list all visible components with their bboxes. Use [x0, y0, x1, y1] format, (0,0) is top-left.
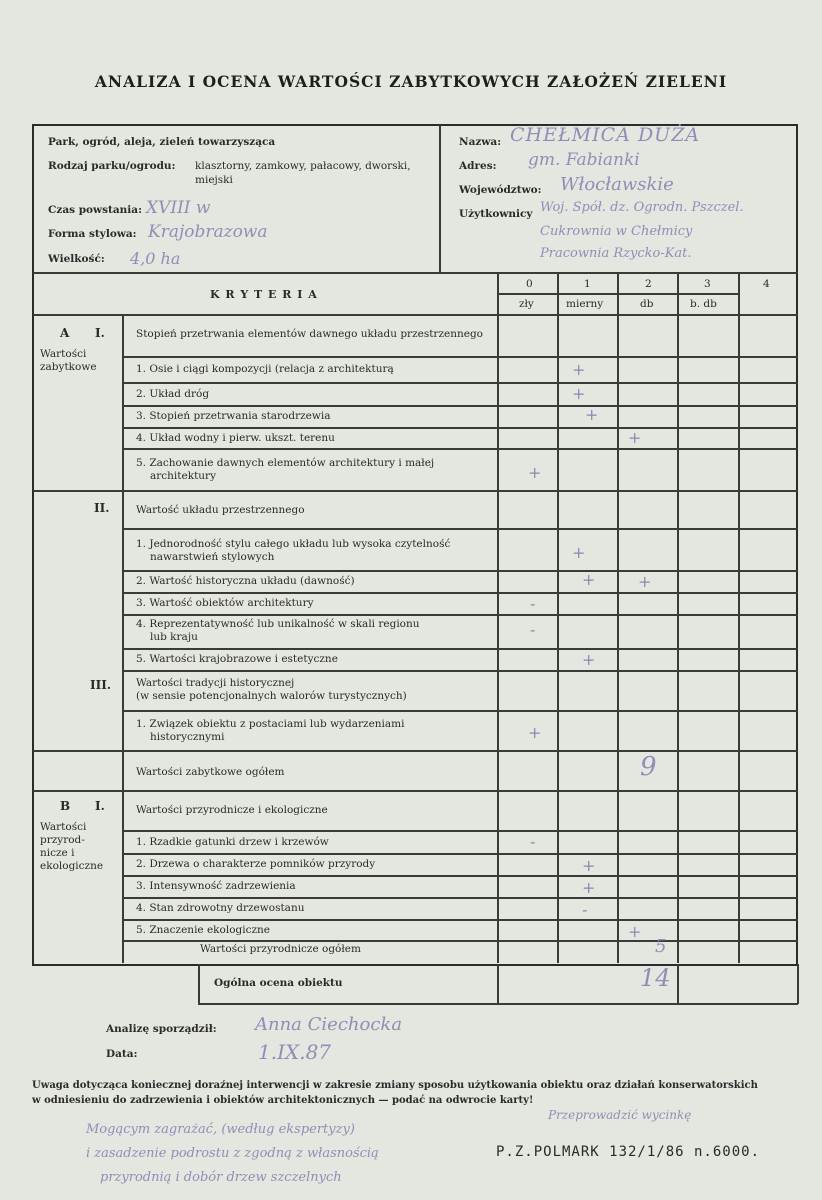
forma-label: Forma stylowa: [48, 228, 137, 240]
mark-a2-1: + [572, 543, 586, 562]
a1-item-5-cont: architektury [150, 470, 217, 482]
a-total-value: 9 [640, 752, 657, 782]
scale-label-1: mierny [566, 298, 604, 310]
row-line [123, 614, 798, 616]
b1-item-1: 1. Rzadkie gatunki drzew i krzewów [136, 836, 329, 848]
wielkosc-value: 4,0 ha [130, 249, 181, 268]
a3-item-1-cont: historycznymi [150, 731, 225, 743]
col-line-0 [497, 273, 499, 963]
b1-item-2: 2. Drzewa o charakterze pomników przyrody [136, 858, 376, 870]
uzytkownicy-value-3: Pracownia Rzycko-Kat. [540, 246, 692, 261]
printer-imprint: P.Z.POLMARK 132/1/86 n.6000. [496, 1144, 761, 1160]
header-bottom-line [33, 272, 798, 274]
mark-a2-4: - [530, 620, 536, 639]
czas-label: Czas powstania: [48, 204, 142, 216]
uzytkownicy-value-1: Woj. Spół. dz. Ogrodn. Pszczel. [540, 200, 744, 215]
section-a-letter: A [60, 326, 70, 340]
row-line [123, 528, 798, 530]
a2-item-5: 5. Wartości krajobrazowe i estetyczne [136, 653, 338, 665]
row-line [123, 448, 798, 450]
mark-b1-1: - [530, 832, 536, 851]
section-col-divider [122, 315, 124, 963]
row-line [123, 670, 798, 672]
b-total-value: 5 [655, 936, 667, 957]
row-line [123, 427, 798, 429]
section-a-roman-ii: II. [94, 501, 110, 515]
overall-right-line [797, 964, 799, 1004]
overall-label: Ogólna ocena obiektu [214, 977, 343, 989]
rodzaj-label: Rodzaj parku/ogrodu: [48, 160, 176, 172]
section-a-bottom-line [33, 790, 798, 792]
mark-b1-5: + [628, 922, 642, 941]
uzytkownicy-value-2: Cukrownia w Chełmicy [540, 224, 693, 239]
scale-bottom-line [33, 314, 798, 316]
mark-a2-5: + [582, 650, 596, 669]
mark-a1-4: + [628, 428, 642, 447]
row-line [123, 356, 798, 358]
note-line-3: i zasadzenie podrostu z zgodną z własnością [86, 1146, 379, 1161]
a3-header-cont: (w sensie potencjonalnych walorów turystycznych) [136, 690, 407, 702]
kryteria-heading: K R Y T E R I A [210, 288, 318, 301]
row-line [33, 750, 798, 752]
nazwa-value: CHEŁMICA DUŻA [510, 124, 701, 146]
data-value: 1.IX.87 [258, 1040, 332, 1064]
row-line [123, 592, 798, 594]
section-a-name-2: zabytkowe [40, 361, 97, 373]
section-b-name-1: Wartości [40, 821, 87, 833]
section-b-name-4: ekologiczne [40, 860, 104, 872]
nazwa-label: Nazwa: [459, 136, 502, 148]
forma-value: Krajobrazowa [148, 222, 268, 242]
data-label: Data: [106, 1048, 138, 1060]
col-line-4 [738, 273, 740, 963]
overall-value: 14 [640, 964, 671, 992]
section-a-roman-iii: III. [90, 678, 112, 692]
scale-num-4: 4 [763, 278, 770, 290]
row-line [33, 490, 798, 492]
b1-item-5: 5. Znaczenie ekologiczne [136, 924, 271, 936]
a1-item-4: 4. Układ wodny i pierw. ukszt. terenu [136, 432, 335, 444]
scale-num-2: 2 [645, 278, 652, 290]
b1-item-4: 4. Stan zdrowotny drzewostanu [136, 902, 305, 914]
b1-item-3: 3. Intensywność zadrzewienia [136, 880, 296, 892]
adres-value: gm. Fabianki [528, 150, 640, 170]
row-line [123, 853, 798, 855]
uwaga-line-1: Uwaga dotycząca koniecznej doraźnej interwencji w zakresie zmiany sposobu użytkowania obiektu oraz działań konserwatorskich [32, 1080, 758, 1091]
scale-num-0: 0 [526, 278, 533, 290]
mark-a1-3: + [585, 405, 599, 424]
row-line [123, 830, 798, 832]
a2-item-4-cont: lub kraju [150, 631, 198, 643]
rodzaj-options: klasztorny, zamkowy, pałacowy, dworski, [195, 160, 411, 172]
mark-b1-2: + [582, 856, 596, 875]
row-line [123, 405, 798, 407]
row-line [123, 710, 798, 712]
note-line-2: Mogącym zagrażać, (według ekspertyzy) [86, 1122, 355, 1137]
a2-item-4: 4. Reprezentatywność lub unikalność w skali regionu [136, 618, 420, 630]
section-b-letter: B [60, 799, 71, 813]
header-divider [439, 125, 441, 273]
mark-a3-1: + [528, 723, 542, 742]
adres-label: Adres: [459, 160, 497, 172]
overall-left-line [198, 964, 200, 1004]
b1-header: Wartości przyrodnicze i ekologiczne [136, 804, 328, 816]
a1-item-2: 2. Układ dróg [136, 388, 210, 400]
a1-item-1: 1. Osie i ciągi kompozycji (relacja z architekturą [136, 363, 394, 375]
a-total-label: Wartości zabytkowe ogółem [136, 766, 285, 778]
col-line-2 [617, 273, 619, 963]
mark-b1-3: + [582, 878, 596, 897]
section-b-name-3: nicze i [40, 847, 75, 859]
col-line-3 [677, 273, 679, 963]
analize-value: Anna Ciechocka [255, 1014, 403, 1035]
col-line-1 [557, 273, 559, 963]
overall-col-0 [497, 964, 499, 1004]
mark-a2-2b: + [638, 572, 652, 591]
note-line-1: Przeprowadzić wycinkę [548, 1108, 692, 1122]
mark-a1-1: + [572, 360, 586, 379]
scale-label-0: zły [519, 298, 534, 310]
a2-header: Wartość układu przestrzennego [136, 504, 305, 516]
a2-item-1: 1. Jednorodność stylu całego układu lub wysoka czytelność [136, 538, 451, 550]
note-line-4: przyrodnią i dobór drzew szczelnych [100, 1170, 342, 1185]
form-title: ANALIZA I OCENA WARTOŚCI ZABYTKOWYCH ZAŁOŻEŃ ZIELENI [94, 72, 728, 91]
section-b-name-2: przyrod- [40, 834, 85, 846]
a3-item-1: 1. Związek obiektu z postaciami lub wydarzeniami [136, 718, 405, 730]
section-a-name-1: Wartości [40, 348, 87, 360]
row-line [123, 897, 798, 899]
scale-num-1: 1 [584, 278, 591, 290]
row-line [123, 570, 798, 572]
overall-col-4 [677, 964, 679, 1004]
czas-value: XVIII w [146, 198, 211, 218]
mark-a2-3: - [530, 594, 536, 613]
a1-item-5: 5. Zachowanie dawnych elementów architektury i małej [136, 457, 435, 469]
scale-label-3: b. db [690, 298, 717, 310]
wielkosc-label: Wielkość: [48, 253, 105, 265]
mark-a2-2a: + [582, 570, 596, 589]
wojewodztwo-value: Włocławskie [560, 174, 674, 195]
uzytkownicy-label: Użytkownicy [459, 208, 533, 220]
mark-a1-5: + [528, 463, 542, 482]
row-line [123, 648, 798, 650]
row-line [123, 919, 798, 921]
a2-item-2: 2. Wartość historyczna układu (dawność) [136, 575, 355, 587]
a1-header: Stopień przetrwania elementów dawnego układu przestrzennego [136, 328, 483, 340]
rodzaj-options-cont: miejski [195, 174, 233, 186]
uwaga-line-2: w odniesieniu do zadrzewienia i obiektów architektonicznych — podać na odwrocie karty! [32, 1095, 534, 1106]
row-line [123, 940, 798, 942]
park-label: Park, ogród, aleja, zieleń towarzysząca [48, 136, 276, 148]
row-line [123, 382, 798, 384]
mark-a1-2: + [572, 384, 586, 403]
a2-item-1-cont: nawarstwień stylowych [150, 551, 275, 563]
row-line [123, 875, 798, 877]
scale-label-2: db [640, 298, 654, 310]
a3-header: Wartości tradycji historycznej [136, 677, 295, 689]
a1-item-3: 3. Stopień przetrwania starodrzewia [136, 410, 331, 422]
a2-item-3: 3. Wartość obiektów architektury [136, 597, 314, 609]
scale-num-3: 3 [704, 278, 711, 290]
mark-b1-4: - [582, 900, 588, 919]
section-b-roman-i: I. [95, 799, 105, 813]
b-total-label: Wartości przyrodnicze ogółem [200, 943, 361, 955]
analize-label: Analizę sporządził: [106, 1023, 217, 1035]
wojewodztwo-label: Województwo: [459, 184, 542, 196]
section-a-roman-i: I. [95, 326, 105, 340]
